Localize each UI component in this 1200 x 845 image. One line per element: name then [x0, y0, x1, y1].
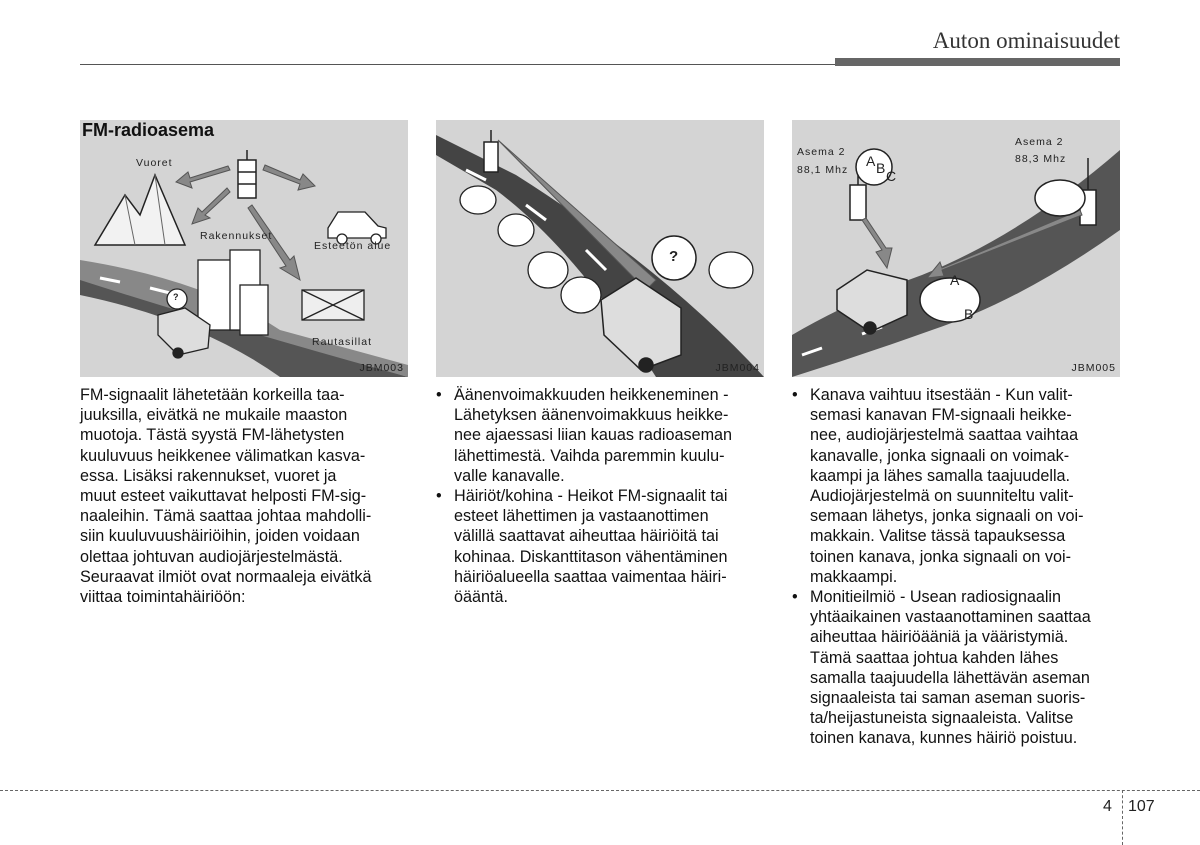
bullet-dot: •: [436, 487, 442, 506]
bullet-line: toinen kanava, kunnes häiriö poistuu.: [810, 729, 1078, 748]
bullet-line: makkain. Valitse tässä tapauksessa: [810, 527, 1066, 546]
letter-c: C: [886, 168, 898, 184]
page-number: 107: [1128, 798, 1155, 815]
bullet-line: esteet lähettimen ja vastaanottimen: [454, 507, 709, 526]
figure-code: JBM003: [359, 362, 404, 374]
bullet-line: valle kanavalle.: [454, 466, 565, 485]
bullet-line: Monitieilmiö - Usean radiosignaalin: [810, 588, 1062, 607]
figure-code: JBM004: [715, 362, 760, 374]
bullet-line: nee ajaessasi liian kauas radioaseman: [454, 426, 733, 445]
page-header-title: Auton ominaisuudet: [932, 28, 1120, 53]
footer-rule: [0, 790, 1200, 791]
bullet-line: semaan lähetys, jonka signaali on voi-: [810, 507, 1084, 526]
bullet-line: välillä saattavat aiheuttaa häiriöitä tai: [454, 527, 719, 546]
paragraph-line: naaleihin. Tämä saattaa johtaa mahdolli-: [80, 507, 372, 526]
question-mark: ?: [173, 292, 180, 302]
bullet-interference: [436, 486, 764, 607]
header-rule-thick: [835, 58, 1120, 66]
bullet-line: lähettimestä. Vaihda paremmin kuulu-: [454, 446, 725, 465]
figure-volume-fading: [436, 120, 764, 377]
label-open-area: Esteetön alue: [314, 240, 392, 252]
paragraph-line: olettaa johtuvan audiojärjestelmästä.: [80, 547, 343, 566]
bullet-line: Äänenvoimakkuuden heikkeneminen -: [454, 386, 729, 404]
figure-multipath: [792, 120, 1120, 377]
bullet-line: kanavalle, jonka signaali on voimak-: [810, 446, 1070, 465]
column-1-text: [80, 385, 408, 607]
bullet-volume-fading: [436, 385, 764, 486]
question-mark: ?: [669, 248, 680, 265]
label-mountains: Vuoret: [136, 157, 173, 169]
bullet-dot: •: [792, 386, 798, 404]
letter-a: A: [950, 272, 961, 288]
station-label-right: Asema 2: [1015, 136, 1064, 148]
frequency-left: 88,1 Mhz: [797, 164, 849, 176]
bullet-line: öääntä.: [454, 588, 509, 607]
bullet-line: Audiojärjestelmä on suunniteltu valit-: [810, 487, 1074, 506]
bullet-line: samalla taajuudella lähettävän aseman: [810, 668, 1090, 687]
bullet-line: ta/heijastuneista signaaleista. Valitse: [810, 709, 1074, 728]
chapter-number: 4: [1103, 798, 1112, 815]
footer-divider: [1122, 790, 1123, 845]
bullet-dot: •: [436, 386, 442, 404]
paragraph-line: Seuraavat ilmiöt ovat normaaleja eivätkä: [80, 567, 372, 586]
bullet-line: kohinaa. Diskanttitason vähentäminen: [454, 547, 728, 566]
bullet-line: makkaampi.: [810, 567, 898, 586]
figure-title: FM-radioasema: [82, 120, 215, 140]
bullet-dot: •: [792, 588, 798, 607]
label-bridges: Rautasillat: [312, 336, 373, 348]
figure-fm-radio-station: [80, 120, 408, 377]
column-3-text: [792, 385, 1120, 749]
header-rule-thin: [80, 64, 835, 65]
bullet-line: Lähetyksen äänenvoimakkuus heikke-: [454, 406, 729, 425]
bullet-line: Kanava vaihtuu itsestään - Kun valit-: [810, 386, 1073, 404]
paragraph-line: FM-signaalit lähetetään korkeilla taa-: [80, 386, 345, 404]
bullet-line: Häiriöt/kohina - Heikot FM-signaalit tai: [454, 487, 728, 506]
paragraph-line: juuksilla, eivätkä ne mukaile maaston: [80, 406, 348, 425]
bullet-line: häiriöalueella saattaa vaimentaa häiri-: [454, 567, 727, 586]
bullet-line: toinen kanava, jonka signaali on voi-: [810, 547, 1071, 566]
paragraph-line: muotoja. Tästä syystä FM-lähetysten: [80, 426, 345, 445]
bullet-multipath: [792, 587, 1120, 749]
bullet-line: Tämä saattaa johtua kahden lähes: [810, 648, 1059, 667]
paragraph-line: viittaa toimintahäiriöön:: [80, 588, 246, 607]
label-buildings: Rakennukset: [200, 230, 273, 242]
letter-b: B: [964, 306, 975, 322]
fading-illustration: [436, 120, 764, 377]
bullet-line: signaaleista tai saman aseman suoris-: [810, 689, 1086, 708]
station-label-left: Asema 2: [797, 146, 846, 158]
frequency-right: 88,3 Mhz: [1015, 153, 1067, 165]
bullet-line: aiheuttaa häiriöääniä ja vääristymiä.: [810, 628, 1069, 647]
paragraph-line: kuuluvuus heikkenee välimatkan kasva-: [80, 446, 366, 465]
paragraph-line: siin kuuluvuushäiriöihin, joiden voidaan: [80, 527, 360, 546]
bullet-line: yhtäaikainen vastaanottaminen saattaa: [810, 608, 1091, 627]
bullet-line: nee, audiojärjestelmä saattaa vaihtaa: [810, 426, 1079, 445]
letter-b: B: [876, 160, 887, 176]
column-2-text: [436, 385, 764, 607]
bullet-line: semasi kanavan FM-signaali heikke-: [810, 406, 1072, 425]
figure-code: JBM005: [1071, 362, 1116, 374]
bullet-channel-switch: [792, 385, 1120, 587]
bullet-line: kaampi ja lähes samalla taajuudella.: [810, 466, 1071, 485]
multipath-illustration: [792, 120, 1120, 377]
paragraph-line: essa. Lisäksi rakennukset, vuoret ja: [80, 466, 337, 485]
letter-a: A: [866, 153, 877, 169]
paragraph-line: muut esteet vaikuttavat helposti FM-sig-: [80, 487, 367, 506]
